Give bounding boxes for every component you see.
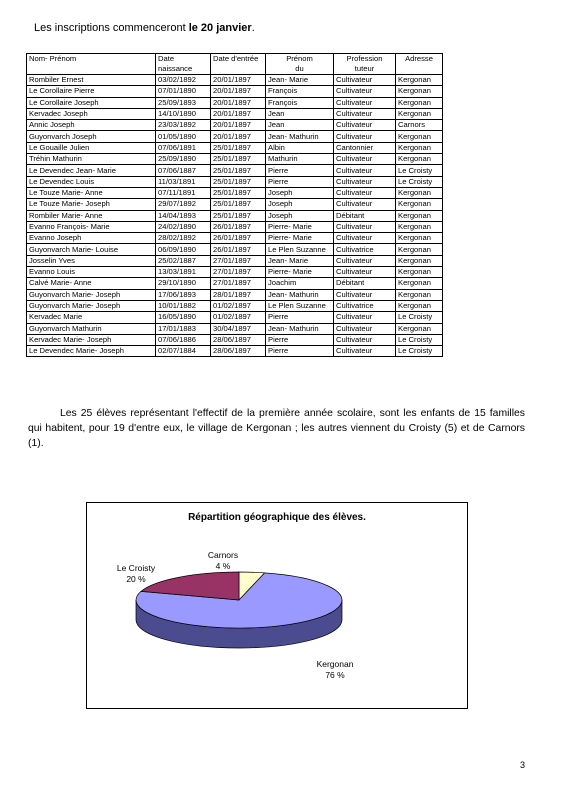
table-row [27, 244, 443, 255]
cell-address: Kergonan [396, 108, 443, 119]
header-name: Nom- Prénom [27, 54, 156, 75]
cell-address: Kergonan [396, 142, 443, 153]
cell-profession: Cultivateur [334, 86, 396, 97]
cell-name: Guyonvarch Joseph [27, 131, 156, 142]
summary-paragraph: Les 25 élèves représentant l'effectif de la première année scolaire, sont les enfants de 15 familles qui habitent, pour 19 d'entre eux, le village de Kergonan ; les autres viennent du Croisty (5) et de Carnors (1). [28, 408, 525, 449]
cell-birth: 25/02/1887 [156, 255, 211, 266]
table-row [27, 165, 443, 176]
cell-birth: 25/09/1893 [156, 97, 211, 108]
cell-birth: 29/10/1890 [156, 278, 211, 289]
cell-name: Guyonvarch Marie- Joseph [27, 289, 156, 300]
enrollment-table [26, 53, 443, 357]
table-row [27, 323, 443, 334]
intro-date: le 20 janvier [188, 22, 252, 34]
cell-profession: Cultivateur [334, 233, 396, 244]
cell-tutor: Pierre [266, 165, 334, 176]
slice-label-carnors [199, 550, 247, 572]
cell-birth: 02/07/1884 [156, 346, 211, 357]
cell-tutor: Pierre [266, 346, 334, 357]
cell-address: Kergonan [396, 187, 443, 198]
cell-birth: 14/04/1893 [156, 210, 211, 221]
cell-profession: Cultivateur [334, 154, 396, 165]
cell-name: Guyonvarch Marie- Louise [27, 244, 156, 255]
table-row [27, 154, 443, 165]
pie-chart-svg [87, 503, 467, 708]
cell-profession: Cultivateur [334, 187, 396, 198]
cell-tutor: Pierre- Marie [266, 267, 334, 278]
cell-birth: 07/06/1887 [156, 165, 211, 176]
cell-address: Kergonan [396, 97, 443, 108]
slice-name-carnors: Carnors [207, 550, 239, 560]
cell-name: Guyonvarch Mathurin [27, 323, 156, 334]
slice-pct-croisty: 20 % [126, 574, 146, 584]
cell-birth: 07/01/1890 [156, 86, 211, 97]
cell-name: Le Devendec Jean- Marie [27, 165, 156, 176]
cell-tutor: François [266, 97, 334, 108]
cell-name: Le Corollaire Pierre [27, 86, 156, 97]
cell-entry: 25/01/1897 [211, 165, 266, 176]
table-row [27, 120, 443, 131]
cell-address: Carnors [396, 120, 443, 131]
header-birth [156, 54, 211, 75]
cell-name: Le Corollaire Joseph [27, 97, 156, 108]
cell-address: Kergonan [396, 75, 443, 86]
cell-birth: 06/09/1890 [156, 244, 211, 255]
cell-profession: Cultivateur [334, 176, 396, 187]
cell-entry: 25/01/1897 [211, 154, 266, 165]
intro-prefix: Les inscriptions commenceront [34, 22, 186, 34]
table-header-row [27, 54, 443, 75]
cell-profession: Débitant [334, 210, 396, 221]
cell-birth: 13/03/1891 [156, 267, 211, 278]
cell-profession: Cultivateur [334, 289, 396, 300]
cell-profession: Débitant [334, 278, 396, 289]
slice-pct-carnors: 4 % [215, 561, 231, 571]
table-row [27, 278, 443, 289]
pie-chart-box [86, 502, 468, 709]
cell-name: Le Devendec Marie- Joseph [27, 346, 156, 357]
header-tutor-line1: Prénom [286, 54, 313, 63]
chart-title: Répartition géographique des élèves. [188, 512, 366, 523]
table-row [27, 210, 443, 221]
cell-entry: 20/01/1897 [211, 131, 266, 142]
cell-profession: Cultivateur [334, 97, 396, 108]
cell-profession: Cultivateur [334, 334, 396, 345]
cell-tutor: Jean- Mathurin [266, 323, 334, 334]
table-row [27, 346, 443, 357]
header-address: Adresse [396, 54, 443, 75]
cell-address: Kergonan [396, 210, 443, 221]
cell-address: Le Croisty [396, 334, 443, 345]
cell-profession: Cultivateur [334, 267, 396, 278]
cell-tutor: Joseph [266, 187, 334, 198]
slice-pct-kergonan: 76 % [325, 670, 345, 680]
cell-name: Calvé Marie- Anne [27, 278, 156, 289]
table-row [27, 233, 443, 244]
cell-tutor: Joseph [266, 210, 334, 221]
cell-birth: 01/05/1890 [156, 131, 211, 142]
cell-name: Kervadec Marie- Joseph [27, 334, 156, 345]
cell-profession: Cultivateur [334, 312, 396, 323]
cell-profession: Cantonnier [334, 142, 396, 153]
cell-tutor: Joachim [266, 278, 334, 289]
header-birth-line1: Date [158, 54, 175, 63]
cell-tutor: Le Plen Suzanne [266, 244, 334, 255]
table-row [27, 75, 443, 86]
cell-profession: Cultivateur [334, 120, 396, 131]
cell-tutor: Mathurin [266, 154, 334, 165]
page-number: 3 [520, 760, 526, 770]
header-prof-line2: tuteur [354, 63, 375, 73]
cell-entry: 28/01/1897 [211, 289, 266, 300]
table-body [27, 75, 443, 357]
cell-address: Kergonan [396, 154, 443, 165]
cell-profession: Cultivateur [334, 255, 396, 266]
table-row [27, 187, 443, 198]
cell-birth: 17/01/1883 [156, 323, 211, 334]
cell-birth: 10/01/1882 [156, 300, 211, 311]
cell-entry: 01/02/1897 [211, 300, 266, 311]
cell-address: Kergonan [396, 244, 443, 255]
cell-birth: 03/02/1892 [156, 75, 211, 86]
table-row [27, 334, 443, 345]
cell-tutor: Jean- Mathurin [266, 289, 334, 300]
table-row [27, 176, 443, 187]
table-row [27, 221, 443, 232]
header-prof-line1: Profession [346, 54, 383, 63]
table-row [27, 267, 443, 278]
cell-birth: 17/06/1893 [156, 289, 211, 300]
cell-address: Le Croisty [396, 346, 443, 357]
cell-tutor: François [266, 86, 334, 97]
cell-address: Kergonan [396, 278, 443, 289]
cell-birth: 29/07/1892 [156, 199, 211, 210]
cell-name: Kervadec Marie [27, 312, 156, 323]
cell-birth: 16/05/1890 [156, 312, 211, 323]
cell-profession: Cultivateur [334, 199, 396, 210]
header-tutor-line2: du [295, 63, 304, 73]
cell-address: Kergonan [396, 221, 443, 232]
cell-name: Kervadec Joseph [27, 108, 156, 119]
cell-profession: Cultivatrice [334, 300, 396, 311]
cell-entry: 25/01/1897 [211, 187, 266, 198]
table-row [27, 97, 443, 108]
cell-address: Kergonan [396, 233, 443, 244]
header-birth-line2: naissance [158, 63, 193, 73]
cell-address: Kergonan [396, 300, 443, 311]
cell-name: Rombiler Marie- Anne [27, 210, 156, 221]
cell-entry: 27/01/1897 [211, 255, 266, 266]
cell-name: Annic Joseph [27, 120, 156, 131]
cell-birth: 07/06/1891 [156, 142, 211, 153]
cell-address: Kergonan [396, 289, 443, 300]
cell-birth: 11/03/1891 [156, 176, 211, 187]
cell-entry: 20/01/1897 [211, 75, 266, 86]
intro-line [34, 22, 255, 34]
cell-profession: Cultivateur [334, 165, 396, 176]
slice-label-kergonan [305, 659, 365, 681]
cell-entry: 25/01/1897 [211, 176, 266, 187]
cell-profession: Cultivateur [334, 346, 396, 357]
table-row [27, 312, 443, 323]
cell-birth: 14/10/1890 [156, 108, 211, 119]
cell-birth: 07/11/1891 [156, 187, 211, 198]
cell-entry: 26/01/1897 [211, 233, 266, 244]
table-row [27, 289, 443, 300]
slice-name-kergonan: Kergonan [316, 659, 354, 669]
cell-entry: 25/01/1897 [211, 210, 266, 221]
cell-name: Josselin Yves [27, 255, 156, 266]
header-tutor [266, 54, 334, 75]
table-row [27, 300, 443, 311]
cell-entry: 20/01/1897 [211, 86, 266, 97]
cell-name: Rombiler Ernest [27, 75, 156, 86]
cell-entry: 28/06/1897 [211, 346, 266, 357]
cell-profession: Cultivateur [334, 75, 396, 86]
cell-entry: 27/01/1897 [211, 278, 266, 289]
cell-address: Kergonan [396, 255, 443, 266]
cell-tutor: Pierre [266, 176, 334, 187]
cell-entry: 27/01/1897 [211, 267, 266, 278]
table-row [27, 142, 443, 153]
cell-address: Le Croisty [396, 312, 443, 323]
cell-entry: 25/01/1897 [211, 142, 266, 153]
cell-address: Le Croisty [396, 176, 443, 187]
cell-name: Tréhin Mathurin [27, 154, 156, 165]
cell-entry: 20/01/1897 [211, 108, 266, 119]
cell-entry: 26/01/1897 [211, 244, 266, 255]
cell-birth: 25/09/1890 [156, 154, 211, 165]
cell-profession: Cultivateur [334, 323, 396, 334]
cell-entry: 30/04/1897 [211, 323, 266, 334]
cell-name: Guyonvarch Marie- Joseph [27, 300, 156, 311]
cell-tutor: Pierre [266, 312, 334, 323]
cell-entry: 28/06/1897 [211, 334, 266, 345]
cell-tutor: Jean [266, 120, 334, 131]
cell-tutor: Jean- Mathurin [266, 131, 334, 142]
cell-birth: 24/02/1890 [156, 221, 211, 232]
cell-tutor: Jean- Marie [266, 255, 334, 266]
cell-tutor: Pierre- Marie [266, 233, 334, 244]
table-row [27, 108, 443, 119]
cell-address: Kergonan [396, 199, 443, 210]
slice-label-croisty [109, 563, 163, 585]
cell-tutor: Jean [266, 108, 334, 119]
cell-tutor: Pierre [266, 334, 334, 345]
cell-name: Le Touze Marie- Joseph [27, 199, 156, 210]
cell-profession: Cultivatrice [334, 244, 396, 255]
table-row [27, 255, 443, 266]
cell-birth: 23/03/1892 [156, 120, 211, 131]
cell-tutor: Joseph [266, 199, 334, 210]
cell-address: Kergonan [396, 267, 443, 278]
intro-suffix: . [251, 22, 255, 34]
cell-tutor: Jean- Marie [266, 75, 334, 86]
cell-profession: Cultivateur [334, 108, 396, 119]
cell-tutor: Le Plen Suzanne [266, 300, 334, 311]
cell-address: Kergonan [396, 323, 443, 334]
cell-name: Le Devendec Louis [27, 176, 156, 187]
cell-profession: Cultivateur [334, 221, 396, 232]
cell-entry: 25/01/1897 [211, 199, 266, 210]
cell-entry: 20/01/1897 [211, 97, 266, 108]
cell-tutor: Pierre- Marie [266, 221, 334, 232]
cell-birth: 07/06/1886 [156, 334, 211, 345]
cell-address: Le Croisty [396, 165, 443, 176]
cell-entry: 20/01/1897 [211, 120, 266, 131]
header-profession [334, 54, 396, 75]
cell-tutor: Albin [266, 142, 334, 153]
cell-name: Evanno Joseph [27, 233, 156, 244]
cell-name: Le Touze Marie- Anne [27, 187, 156, 198]
cell-name: Le Gouaille Julien [27, 142, 156, 153]
cell-birth: 28/02/1892 [156, 233, 211, 244]
cell-address: Kergonan [396, 86, 443, 97]
slice-name-croisty: Le Croisty [116, 563, 156, 573]
table-row [27, 86, 443, 97]
cell-entry: 01/02/1897 [211, 312, 266, 323]
cell-address: Kergonan [396, 131, 443, 142]
cell-name: Evanno François- Marie [27, 221, 156, 232]
cell-profession: Cultivateur [334, 131, 396, 142]
cell-entry: 26/01/1897 [211, 221, 266, 232]
cell-name: Evanno Louis [27, 267, 156, 278]
header-entry: Date d'entrée [211, 54, 266, 75]
table-row [27, 131, 443, 142]
table-row [27, 199, 443, 210]
